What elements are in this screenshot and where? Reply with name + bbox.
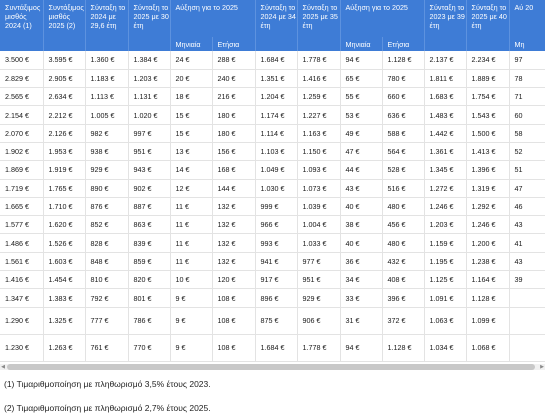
table-cell: 917 €	[255, 271, 297, 289]
table-cell: 977 €	[297, 252, 340, 270]
table-cell: 1.561 €	[0, 252, 43, 270]
table-cell: 47 €	[340, 142, 382, 160]
table-cell: 1.128 €	[382, 51, 424, 69]
table-row	[0, 234, 545, 252]
arrow-left-icon[interactable]: ◀	[1, 364, 5, 370]
table-cell: 1.246 €	[466, 216, 509, 234]
table-cell: 1.383 €	[43, 289, 85, 307]
header-pension-2023-39: Σύνταξη το 2023 με 39 έτη	[424, 0, 466, 51]
table-row	[0, 252, 545, 270]
table-cell: 1.577 €	[0, 216, 43, 234]
table-cell: 1.004 €	[297, 216, 340, 234]
table-body	[0, 51, 545, 361]
table-cell: 46	[509, 197, 545, 215]
table-cell: 2.565 €	[0, 88, 43, 106]
table-cell: 55 €	[340, 88, 382, 106]
table-cell: 1.203 €	[424, 216, 466, 234]
table-cell: 777 €	[85, 307, 128, 334]
table-cell: 761 €	[85, 334, 128, 361]
table-cell: 1.114 €	[255, 124, 297, 142]
table-cell: 1.869 €	[0, 161, 43, 179]
table-cell: 906 €	[297, 307, 340, 334]
table-cell: 3.500 €	[0, 51, 43, 69]
table-cell: 1.033 €	[297, 234, 340, 252]
table-cell: 1.227 €	[297, 106, 340, 124]
table-cell: 408 €	[382, 271, 424, 289]
table-cell: 1.128 €	[382, 334, 424, 361]
table-cell: 951 €	[128, 142, 170, 160]
table-cell: 786 €	[128, 307, 170, 334]
table-cell: 1.020 €	[128, 106, 170, 124]
table-cell: 588 €	[382, 124, 424, 142]
table-cell: 20 €	[170, 69, 212, 87]
table-row	[0, 179, 545, 197]
table-cell: 480 €	[382, 234, 424, 252]
table-cell: 1.620 €	[43, 216, 85, 234]
table-cell: 1.778 €	[297, 334, 340, 361]
table-cell: 38 €	[340, 216, 382, 234]
table-row	[0, 142, 545, 160]
table-cell: 1.246 €	[424, 197, 466, 215]
table-cell: 41	[509, 234, 545, 252]
table-cell: 1.526 €	[43, 234, 85, 252]
table-row	[0, 69, 545, 87]
table-cell: 144 €	[212, 179, 255, 197]
header-increase-2025-c: Αύ 20	[509, 0, 545, 37]
table-cell: 1.091 €	[424, 289, 466, 307]
header-pension-2025-40: Σύνταξη το 2025 με 40 έτη	[466, 0, 509, 51]
table-cell: 1.396 €	[466, 161, 509, 179]
table-row	[0, 124, 545, 142]
table-cell: 180 €	[212, 124, 255, 142]
table-cell: 120 €	[212, 271, 255, 289]
table-cell: 15 €	[170, 106, 212, 124]
table-cell: 36 €	[340, 252, 382, 270]
table-cell: 24 €	[170, 51, 212, 69]
table-cell: 53 €	[340, 106, 382, 124]
table-cell: 1.483 €	[424, 106, 466, 124]
table-cell: 43 €	[340, 179, 382, 197]
table-cell	[509, 334, 545, 361]
table-cell: 943 €	[128, 161, 170, 179]
header-pension-2024-29-6: Σύνταξη το 2024 με 29,6 έτη	[85, 0, 128, 51]
table-cell: 1.345 €	[424, 161, 466, 179]
table-cell: 1.486 €	[0, 234, 43, 252]
table-cell: 1.325 €	[43, 307, 85, 334]
table-cell: 887 €	[128, 197, 170, 215]
table-cell: 11 €	[170, 234, 212, 252]
table-cell: 1.159 €	[424, 234, 466, 252]
table-cell: 94 €	[340, 334, 382, 361]
table-cell: 770 €	[128, 334, 170, 361]
subheader-monthly-b: Μηνιαία	[340, 37, 382, 51]
table-cell: 636 €	[382, 106, 424, 124]
table-cell: 902 €	[128, 179, 170, 197]
table-cell: 51	[509, 161, 545, 179]
table-cell: 828 €	[85, 234, 128, 252]
table-cell: 876 €	[85, 197, 128, 215]
table-cell: 108 €	[212, 289, 255, 307]
table-cell: 1.200 €	[466, 234, 509, 252]
table-cell: 432 €	[382, 252, 424, 270]
table-cell: 372 €	[382, 307, 424, 334]
table-row	[0, 51, 545, 69]
header-pension-2025-35: Σύνταξη το 2025 με 35 έτη	[297, 0, 340, 51]
table-cell: 1.128 €	[466, 289, 509, 307]
table-cell: 1.259 €	[297, 88, 340, 106]
table-cell: 2.126 €	[43, 124, 85, 142]
table-cell: 1.099 €	[466, 307, 509, 334]
table-cell: 1.093 €	[297, 161, 340, 179]
table-cell: 938 €	[85, 142, 128, 160]
table-row	[0, 106, 545, 124]
table-cell: 58	[509, 124, 545, 142]
arrow-right-icon[interactable]: ▶	[540, 364, 544, 370]
table-cell: 1.238 €	[466, 252, 509, 270]
table-cell: 43	[509, 252, 545, 270]
table-cell: 1.183 €	[85, 69, 128, 87]
table-cell: 1.125 €	[424, 271, 466, 289]
table-cell: 78	[509, 69, 545, 87]
table-cell: 12 €	[170, 179, 212, 197]
table-cell: 132 €	[212, 234, 255, 252]
table-cell: 40 €	[340, 197, 382, 215]
table-cell: 108 €	[212, 307, 255, 334]
table-cell: 848 €	[85, 252, 128, 270]
table-cell: 801 €	[128, 289, 170, 307]
table-cell: 1.113 €	[85, 88, 128, 106]
table-cell: 1.454 €	[43, 271, 85, 289]
table-cell: 1.416 €	[0, 271, 43, 289]
table-cell: 1.103 €	[255, 142, 297, 160]
table-cell: 13 €	[170, 142, 212, 160]
table-row	[0, 334, 545, 361]
table-cell: 47	[509, 179, 545, 197]
table-cell: 1.889 €	[466, 69, 509, 87]
table-cell: 11 €	[170, 216, 212, 234]
table-cell: 1.030 €	[255, 179, 297, 197]
table-cell: 852 €	[85, 216, 128, 234]
table-cell: 810 €	[85, 271, 128, 289]
table-cell: 71	[509, 88, 545, 106]
table-cell: 156 €	[212, 142, 255, 160]
table-cell: 929 €	[297, 289, 340, 307]
table-cell: 216 €	[212, 88, 255, 106]
table-cell: 180 €	[212, 106, 255, 124]
table-cell: 14 €	[170, 161, 212, 179]
table-cell: 1.005 €	[85, 106, 128, 124]
table-cell: 1.360 €	[85, 51, 128, 69]
table-cell: 1.902 €	[0, 142, 43, 160]
table-cell: 1.710 €	[43, 197, 85, 215]
table-cell: 993 €	[255, 234, 297, 252]
table-cell: 40 €	[340, 234, 382, 252]
table-cell: 1.384 €	[128, 51, 170, 69]
table-cell: 820 €	[128, 271, 170, 289]
subheader-annual-b: Ετήσια	[382, 37, 424, 51]
table-cell: 9 €	[170, 289, 212, 307]
table-cell: 480 €	[382, 197, 424, 215]
table-cell: 1.203 €	[128, 69, 170, 87]
table-cell: 929 €	[85, 161, 128, 179]
table-cell: 1.049 €	[255, 161, 297, 179]
subheader-annual-a: Ετήσια	[212, 37, 255, 51]
footnote-1: (1) Τιμαριθμοποίηση με πληθωρισμό 3,5% έτους 2023.	[4, 379, 211, 389]
horizontal-scrollbar[interactable]	[0, 364, 545, 370]
table-cell: 1.230 €	[0, 334, 43, 361]
table-cell: 1.543 €	[466, 106, 509, 124]
table-cell: 396 €	[382, 289, 424, 307]
table-cell: 11 €	[170, 197, 212, 215]
table-cell: 1.292 €	[466, 197, 509, 215]
table-cell: 2.634 €	[43, 88, 85, 106]
table-cell: 1.290 €	[0, 307, 43, 334]
table-cell: 780 €	[382, 69, 424, 87]
header-increase-2025-a: Αύξηση για το 2025	[170, 0, 255, 37]
table-row	[0, 216, 545, 234]
table-cell	[509, 289, 545, 307]
table-cell: 1.204 €	[255, 88, 297, 106]
table-cell: 839 €	[128, 234, 170, 252]
table-cell: 1.778 €	[297, 51, 340, 69]
table-cell: 1.683 €	[424, 88, 466, 106]
table-cell: 951 €	[297, 271, 340, 289]
table-cell: 1.063 €	[424, 307, 466, 334]
table-cell: 108 €	[212, 334, 255, 361]
table-cell: 132 €	[212, 216, 255, 234]
table-cell: 288 €	[212, 51, 255, 69]
scrollbar-thumb[interactable]	[7, 364, 535, 370]
header-salary-2025: Συντάξιμος μισθός 2025 (2)	[43, 0, 85, 51]
table-cell: 18 €	[170, 88, 212, 106]
table-cell: 1.073 €	[297, 179, 340, 197]
table-cell: 240 €	[212, 69, 255, 87]
table-cell: 1.811 €	[424, 69, 466, 87]
subheader-monthly-a: Μηνιαία	[170, 37, 212, 51]
table-cell: 999 €	[255, 197, 297, 215]
table-cell: 34 €	[340, 271, 382, 289]
table-cell: 1.919 €	[43, 161, 85, 179]
table-row	[0, 88, 545, 106]
table-cell: 31 €	[340, 307, 382, 334]
table-cell: 792 €	[85, 289, 128, 307]
table-cell: 1.034 €	[424, 334, 466, 361]
table-cell: 1.263 €	[43, 334, 85, 361]
table-cell: 1.684 €	[255, 334, 297, 361]
table-cell: 1.319 €	[466, 179, 509, 197]
table-cell: 1.603 €	[43, 252, 85, 270]
table-cell: 60	[509, 106, 545, 124]
table-cell: 1.150 €	[297, 142, 340, 160]
subheader-monthly-c: Μη	[509, 37, 545, 51]
table-cell: 1.754 €	[466, 88, 509, 106]
table-cell: 1.442 €	[424, 124, 466, 142]
table-row	[0, 307, 545, 334]
table-cell: 9 €	[170, 307, 212, 334]
table-header	[0, 0, 545, 51]
table-cell: 168 €	[212, 161, 255, 179]
table-cell: 52	[509, 142, 545, 160]
table-cell: 941 €	[255, 252, 297, 270]
table-cell: 1.347 €	[0, 289, 43, 307]
table-cell: 44 €	[340, 161, 382, 179]
table-cell: 1.174 €	[255, 106, 297, 124]
table-cell: 1.131 €	[128, 88, 170, 106]
table-cell: 11 €	[170, 252, 212, 270]
table-cell: 456 €	[382, 216, 424, 234]
header-pension-2025-30: Σύνταξη το 2025 με 30 έτη	[128, 0, 170, 51]
table-cell: 660 €	[382, 88, 424, 106]
table-row	[0, 289, 545, 307]
table-cell: 1.719 €	[0, 179, 43, 197]
header-salary-2024: Συντάξιμος μισθός 2024 (1)	[0, 0, 43, 51]
footnote-2: (2) Τιμαριθμοποίηση με πληθωρισμό 2,7% έτους 2025.	[4, 403, 211, 413]
table-cell: 1.500 €	[466, 124, 509, 142]
table-cell: 132 €	[212, 252, 255, 270]
table-cell: 97	[509, 51, 545, 69]
table-cell: 1.361 €	[424, 142, 466, 160]
table-cell: 2.154 €	[0, 106, 43, 124]
table-cell: 982 €	[85, 124, 128, 142]
table-cell: 564 €	[382, 142, 424, 160]
table-row	[0, 197, 545, 215]
table-cell: 3.595 €	[43, 51, 85, 69]
table-cell	[509, 307, 545, 334]
table-cell: 1.272 €	[424, 179, 466, 197]
table-cell: 15 €	[170, 124, 212, 142]
table-cell: 2.137 €	[424, 51, 466, 69]
table-cell: 966 €	[255, 216, 297, 234]
table-cell: 1.163 €	[297, 124, 340, 142]
table-row	[0, 161, 545, 179]
table-row	[0, 271, 545, 289]
table-cell: 1.416 €	[297, 69, 340, 87]
table-cell: 33 €	[340, 289, 382, 307]
table-cell: 1.665 €	[0, 197, 43, 215]
table-cell: 1.195 €	[424, 252, 466, 270]
table-cell: 9 €	[170, 334, 212, 361]
table-cell: 2.212 €	[43, 106, 85, 124]
table-cell: 528 €	[382, 161, 424, 179]
table-cell: 890 €	[85, 179, 128, 197]
table-cell: 132 €	[212, 197, 255, 215]
table-cell: 1.068 €	[466, 334, 509, 361]
table-cell: 2.905 €	[43, 69, 85, 87]
table-cell: 43	[509, 216, 545, 234]
table-cell: 1.413 €	[466, 142, 509, 160]
table-cell: 1.684 €	[255, 51, 297, 69]
table-cell: 2.070 €	[0, 124, 43, 142]
table-cell: 10 €	[170, 271, 212, 289]
table-cell: 1.351 €	[255, 69, 297, 87]
table-cell: 997 €	[128, 124, 170, 142]
table-cell: 1.953 €	[43, 142, 85, 160]
header-increase-2025-b: Αύξηση για το 2025	[340, 0, 424, 37]
header-pension-2024-34: Σύνταξη το 2024 με 34 έτη	[255, 0, 297, 51]
table-cell: 94 €	[340, 51, 382, 69]
table-cell: 1.164 €	[466, 271, 509, 289]
table-cell: 859 €	[128, 252, 170, 270]
table-cell: 1.039 €	[297, 197, 340, 215]
table-cell: 896 €	[255, 289, 297, 307]
table-cell: 2.234 €	[466, 51, 509, 69]
table-cell: 49 €	[340, 124, 382, 142]
table-cell: 516 €	[382, 179, 424, 197]
table-cell: 1.765 €	[43, 179, 85, 197]
table-cell: 2.829 €	[0, 69, 43, 87]
table-cell: 65 €	[340, 69, 382, 87]
table-cell: 863 €	[128, 216, 170, 234]
table-cell: 39	[509, 271, 545, 289]
table-cell: 875 €	[255, 307, 297, 334]
